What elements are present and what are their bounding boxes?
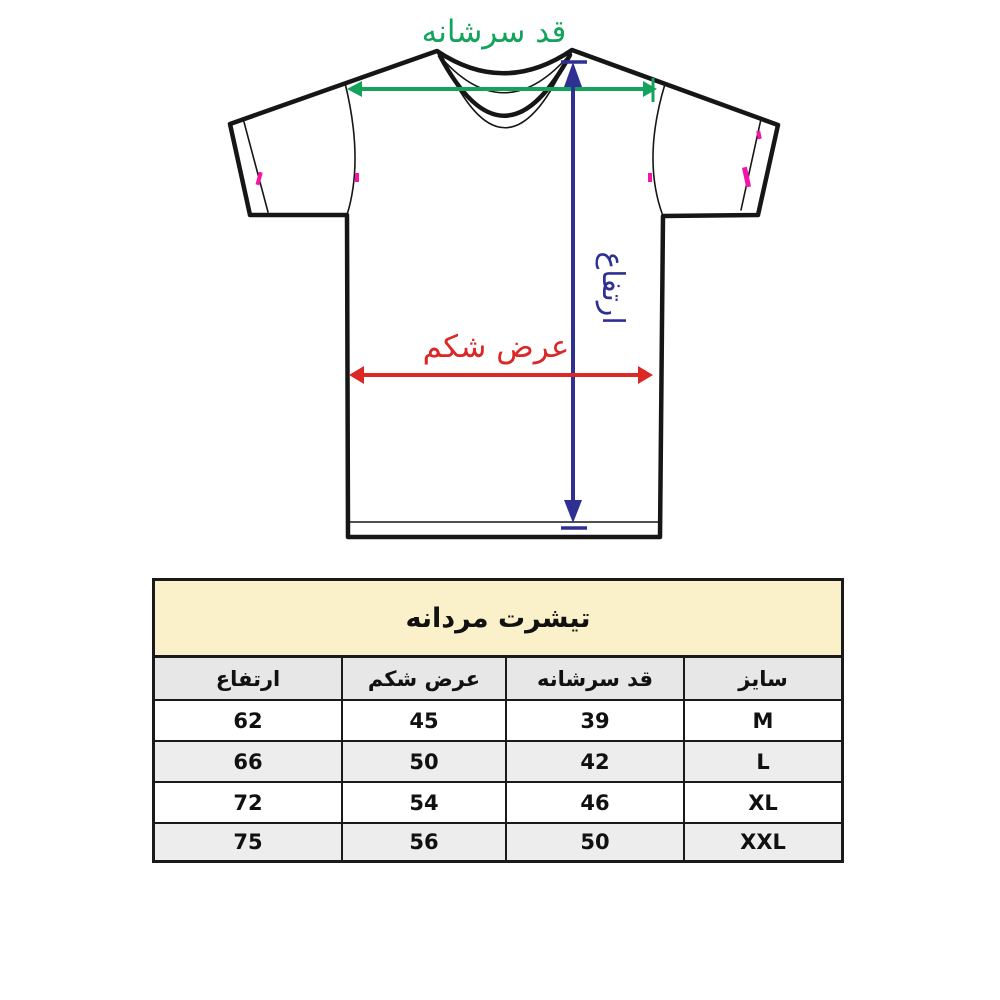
height-value: 72 — [233, 790, 263, 815]
table-row-xxl — [155, 824, 841, 860]
size-table — [152, 578, 844, 863]
table-row-m — [155, 701, 841, 742]
col-header-belly: عرض شکم — [341, 658, 505, 699]
height-value: 75 — [233, 830, 263, 854]
table-title: تیشرت مردانه — [155, 581, 841, 658]
height-value: 66 — [233, 749, 263, 774]
height-label: ارتفاع — [595, 251, 630, 325]
tshirt-body — [230, 50, 778, 537]
belly-value: 45 — [341, 701, 505, 740]
height-value: 62 — [233, 708, 263, 733]
table-row-xl — [155, 783, 841, 824]
left-armhole-marker — [355, 173, 359, 182]
belly-width-label: عرض شکم — [422, 329, 570, 365]
tshirt-outline — [230, 50, 778, 537]
shoulder-value: 42 — [505, 742, 683, 781]
col-header-height: ارتفاع — [215, 666, 281, 691]
table-row-l — [155, 742, 841, 783]
size-value: XL — [683, 783, 841, 822]
table-header-row — [155, 658, 841, 701]
shoulder-value: 46 — [505, 783, 683, 822]
right-armhole-marker — [648, 173, 652, 182]
shoulder-value: 50 — [505, 824, 683, 860]
belly-value: 56 — [341, 824, 505, 860]
size-value: M — [683, 701, 841, 740]
shoulder-width-label: قد سرشانه — [421, 14, 567, 50]
col-header-size: سایز — [683, 658, 841, 699]
belly-value: 50 — [341, 742, 505, 781]
shoulder-value: 39 — [505, 701, 683, 740]
size-value: XXL — [683, 824, 841, 860]
belly-value: 54 — [341, 783, 505, 822]
col-header-shoulder: قد سرشانه — [505, 658, 683, 699]
size-value: L — [683, 742, 841, 781]
